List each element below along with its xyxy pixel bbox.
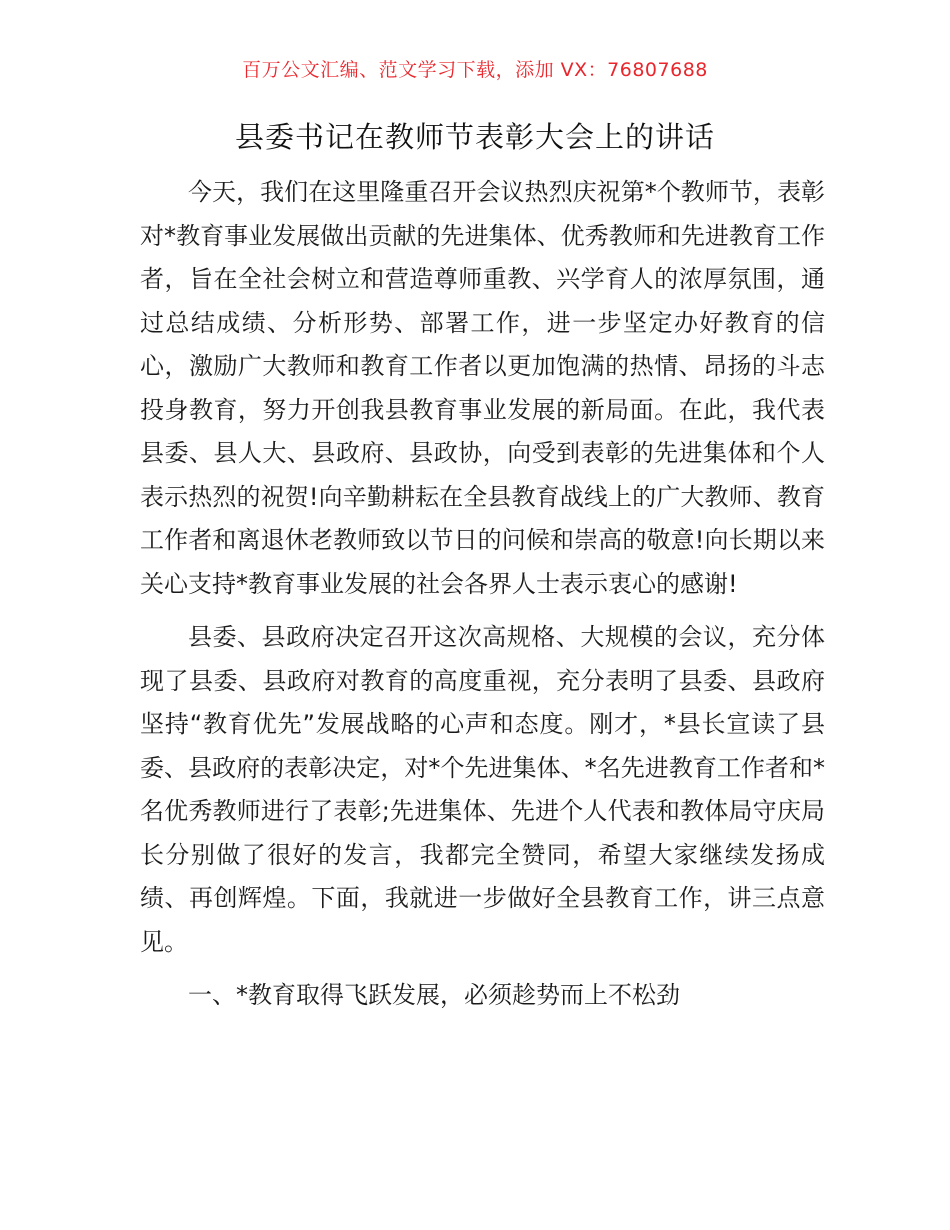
document-title: 县委书记在教师节表彰大会上的讲话 (234, 120, 715, 154)
document-body (140, 171, 825, 1018)
paragraph-meeting-purpose: 县委、县政府决定召开这次高规格、大规模的会议，充分体现了县委、县政府对教育的高度重视，充分表明了县委、县政府坚持“教育优先”发展战略的心声和态度。刚才，*县长宣读了县委、县政府的表彰决定，对*个先进集体、*名先进教育工作者和*名优秀教师进行了表彰;先进集体、先进个人代表和教体局守庆局长分别做了很好的发言，我都完全赞同，希望大家继续发扬成绩、再创辉煌。下面，我就进一步做好全县教育工作，讲三点意见。 (140, 623, 825, 956)
section-heading-1: 一、*教育取得飞跃发展，必须趁势而上不松劲 (188, 981, 680, 1009)
paragraph-opening: 今天，我们在这里隆重召开会议热烈庆祝第*个教师节，表彰对*教育事业发展做出贡献的先进集体、优秀教师和先进教育工作者，旨在全社会树立和营造尊师重教、兴学育人的浓厚氛围，通过总结成绩、分析形势、部署工作，进一步坚定办好教育的信心，激励广大教师和教育工作者以更加饱满的热情、昂扬的斗志投身教育，努力开创我县教育事业发展的新局面。在此，我代表县委、县人大、县政府、县政协，向受到表彰的先进集体和个人表示热烈的祝贺!向辛勤耕耘在全县教育战线上的广大教师、教育工作者和离退休老教师致以节日的问候和崇高的敬意!向长期以来关心支持*教育事业发展的社会各界人士表示衷心的感谢! (140, 178, 825, 598)
promo-banner: 百万公文汇编、范文学习下载，添加 VX：76807688 (242, 59, 708, 81)
